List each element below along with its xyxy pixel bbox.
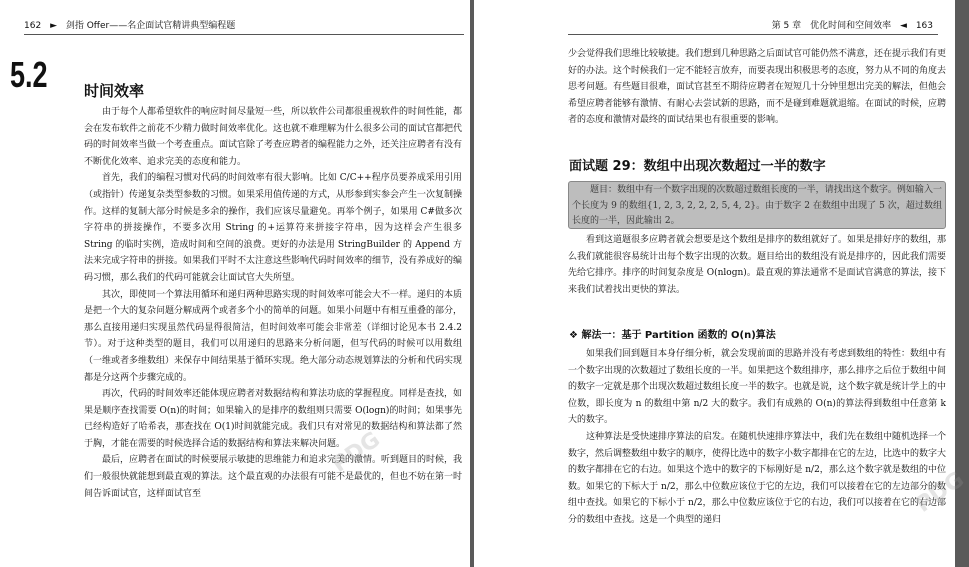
right-page <box>474 0 969 567</box>
watermark: PDG <box>911 467 969 518</box>
problem-box: 题目：数组中有一个数字出现的次数超过数组长度的一半，请找出这个数字。例如输入一个长度为 9 的数组{1, 2, 3, 2, 2, 2, 5, 4, 2}。由于数字 2 在数组中出现了 5 次，超过数组长度的一半，因此输出 2。 <box>568 181 946 229</box>
chapter-header: 第 5 章 优化时间和空间效率 <box>771 21 892 31</box>
question-title: 面试题 29：数组中出现次数超过一半的数字 <box>569 159 826 174</box>
paragraph: 少会觉得我们思维比较敏捷。我们想到几种思路之后面试官可能仍然不满意，还在提示我们有更好的办法。这个时候我们一定不能轻言放弃，而要表现出积极思考的态度，努力从不同的角度去思考问题。有些题目很难，面试官甚至不期待应聘者在短短几十分钟里想出完美的解法，但他会希望应聘者能够有激情、有耐心去尝试新的思路，而不是碰到难题就退缩。在面试的时候，应聘者的态度和激情对最终的面试结果也有很重要的影响。 <box>568 49 947 126</box>
left-page-header <box>24 18 235 31</box>
solution-text <box>568 346 946 529</box>
right-page-header <box>772 18 933 31</box>
header-arrow-icon: ► <box>50 21 57 31</box>
book-title: 剑指 Offer——名企面试官精讲典型编程题 <box>65 21 236 31</box>
paragraph: 如果我们回到题目本身仔细分析，就会发现前面的思路并没有考虑到数组的特性：数组中有一个数字出现的次数超过了数组长度的一半。如果把这个数组排序，那么排序之后位于数组中间的数字一定就是那个出现次数超过数组长度一半的数字。也就是说，这个数字就是统计学上的中位数，即长度为 n 的数组中第 n/2 大的数字。我们有成熟的 O(n)的算法得到数组中任意第 k 大的数字。 <box>568 349 947 426</box>
paragraph: 其次，即使同一个算法用循环和递归两种思路实现的时间效率可能会大不一样。递归的本质是把一个大的复杂问题分解成两个或者多个小的简单的问题。如果小问题中有相互重叠的部分，那么直接用递归实现虽然代码显得很简洁，但时间效率可能会非常差（详细讨论见本书 2.4.2 节）。对于这种类型的题目，我们可以用递归的思路来分析问题，但写代码的时候可以用数组（一维或者多维数组）来保存中间结果基于循环实现。绝大部分动态规划算法的分析和代码实现都是分这两个步骤完成的。 <box>84 289 463 383</box>
section-number: 5.2 <box>10 54 48 95</box>
section-title: 时间效率 <box>84 82 145 100</box>
header-rule <box>568 34 938 35</box>
paragraph: 再次，代码的时间效率还能体现应聘者对数据结构和算法功底的掌握程度。同样是查找，如果是顺序查找需要 O(n)的时间；如果输入的是排序的数组则只需要 O(logn)的时间；如果事先已经构造好了哈希表，那查找在 O(1)时间就能完成。我们只有对常见的数据结构和算法都了然于胸，才能在需要的时候选择合适的数据结构和算法来解决问题。 <box>84 389 463 449</box>
header-arrow-icon: ◄ <box>900 21 907 31</box>
header-rule <box>24 34 464 35</box>
paragraph: 由于每个人都希望软件的响应时间尽量短一些，所以软件公司都很重视软件的时间性能，都会在发布软件之前花不少精力做时间效率优化。这也就不难理解为什么很多公司的面试官都把代码的时间效率当做一个考查重点。面试官除了考查应聘者的编程能力之外，还关注应聘者有没有不断优化效率、追求完美的态度和能力。 <box>84 107 463 167</box>
left-body <box>84 104 462 502</box>
watermark: PDG <box>327 427 385 478</box>
page-number: 162 <box>24 21 42 31</box>
paragraph: 看到这道题很多应聘者就会想要是这个数组是排序的数组就好了。如果是排好序的数组，那么我们就能很容易统计出每个数字出现的次数。题目给出的数组没有说是排序的，因此我们需要先给它排序。排序的时间复杂度是 O(nlogn)。最直观的算法通常不是面试官满意的算法，接下来我们试着找出更快的算法。 <box>568 235 947 295</box>
paragraph: 最后，应聘者在面试的时候要展示敏捷的思维能力和追求完美的激情。听到题目的时候，我们一般很快就能想到最直观的算法。这个最直观的办法很有可能不是最优的，但也不妨在第一时间告诉面试官，这样面试官至 <box>84 455 463 499</box>
left-page <box>0 0 470 567</box>
intro-text <box>568 46 946 129</box>
paragraph: 首先，我们的编程习惯对代码的时间效率有很大影响。比如 C/C++程序员要养成采用引用（或指针）传递复杂类型参数的习惯。如果采用值传递的方式，从形参到实参会产生一次复制操作。这样的复制大部分时候是多余的操作，我们应该尽量避免。再举个例子，如果用 C#做多次字符串的拼接操作，不要多次用 String 的+运算符来拼接字符串，因为这样会产生很多 String 的临时实例，造成时间和空间的浪费。更好的办法是用 StringBuilder 的 Append 方法来完成字符串的拼接。如果我们平时不太注意这些影响代码时间效率的细节，没有养成好的编码习惯，那么我们的代码可能就会让面试官大失所望。 <box>84 173 463 283</box>
page-number: 163 <box>915 21 933 31</box>
paragraph: 这种算法是受快速排序算法的启发。在随机快速排序算法中，我们先在数组中随机选择一个数字，然后调整数组中数字的顺序，使得比选中的数字小数字都排在它的左边，比选中的数字大的数字都排在它的右边。如果这个选中的数字的下标刚好是 n/2，那么这个数字就是数组的中位数。如果它的下标大于 n/2，那么中位数应该位于它的左边，我们可以接着在它的左边部分的数组中查找。如果它的下标小于 n/2，那么中位数应该位于它的右边，我们可以接着在它的右边部分的数组中查找。这是一个典型的递归 <box>568 431 947 525</box>
analysis-text <box>568 232 946 298</box>
solution-title: ❖ 解法一：基于 Partition 函数的 O(n)算法 <box>569 330 776 341</box>
